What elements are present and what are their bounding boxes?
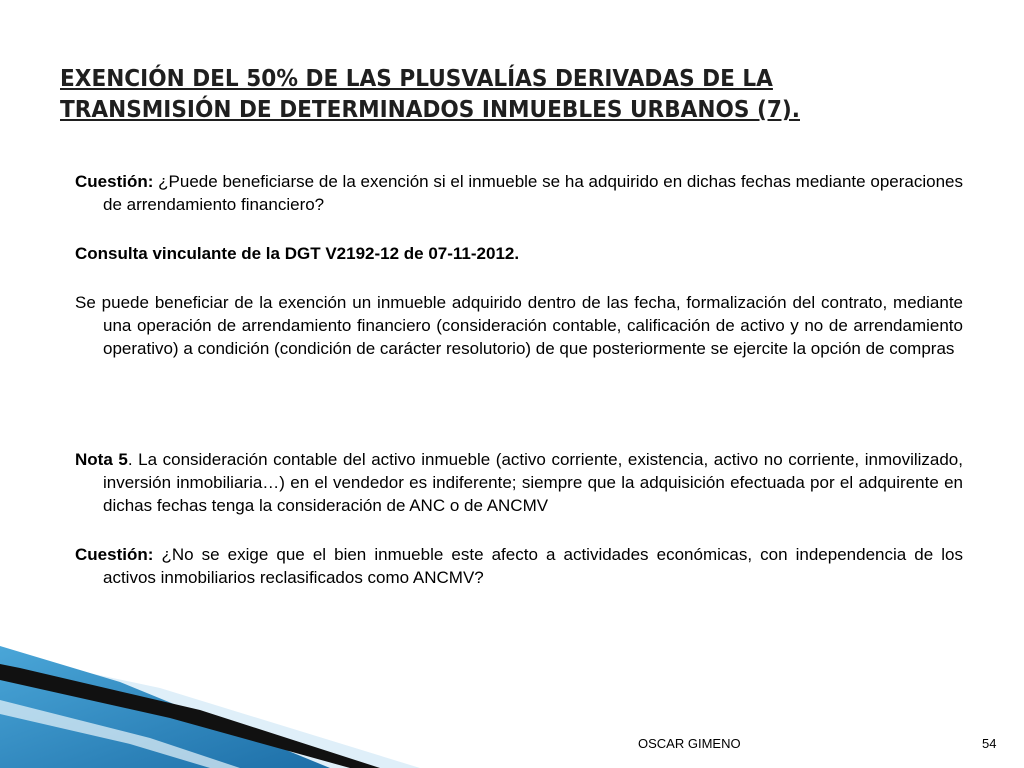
slide-body <box>75 170 963 589</box>
slide-title: EXENCIÓN DEL 50% DE LAS PLUSVALÍAS DERIVADAS DE LA TRANSMISIÓN DE DETERMINADOS INMUEBLES URBANOS (7). <box>60 66 801 123</box>
consultation-label: Consulta vinculante de la DGT V2192-12 de 07-11-2012. <box>75 244 520 263</box>
question-label-2: Cuestión: <box>75 545 154 564</box>
note-label: Nota 5 <box>75 450 128 469</box>
answer-paragraph <box>75 291 963 360</box>
question-text: ¿Puede beneficiarse de la exención si el inmueble se ha adquirido en dichas fechas mediante operaciones de arrendamiento financiero? <box>103 172 963 214</box>
page-number: 54 <box>982 736 997 751</box>
question-paragraph-2 <box>75 543 963 589</box>
question-text-2: ¿No se exige que el bien inmueble este afecto a actividades económicas, con independencia de los activos inmobiliarios reclasificados como ANCMV? <box>103 545 963 587</box>
question-paragraph-1 <box>75 170 963 216</box>
note-paragraph <box>75 448 963 517</box>
footer-author: OSCAR GIMENO <box>638 736 741 751</box>
consultation-reference <box>75 242 963 265</box>
question-label: Cuestión: <box>75 172 154 191</box>
corner-decoration <box>0 640 420 768</box>
note-text: . La consideración contable del activo inmueble (activo corriente, existencia, activo no corriente, inmovilizado, inversión inmobiliaria…) en el vendedor es indiferente; siempre que la adquisición efectuada por el adquirente en dichas fechas tenga la consideración de ANC o de ANCMV <box>103 450 963 515</box>
answer-text: Se puede beneficiar de la exención un inmueble adquirido dentro de las fecha, formalización del contrato, mediante una operación de arrendamiento financiero (consideración contable, calificación de activo y no de arrendamiento operativo) a condición (condición de carácter resolutorio) de que posteriormente se ejercite la opción de compras <box>75 293 963 358</box>
